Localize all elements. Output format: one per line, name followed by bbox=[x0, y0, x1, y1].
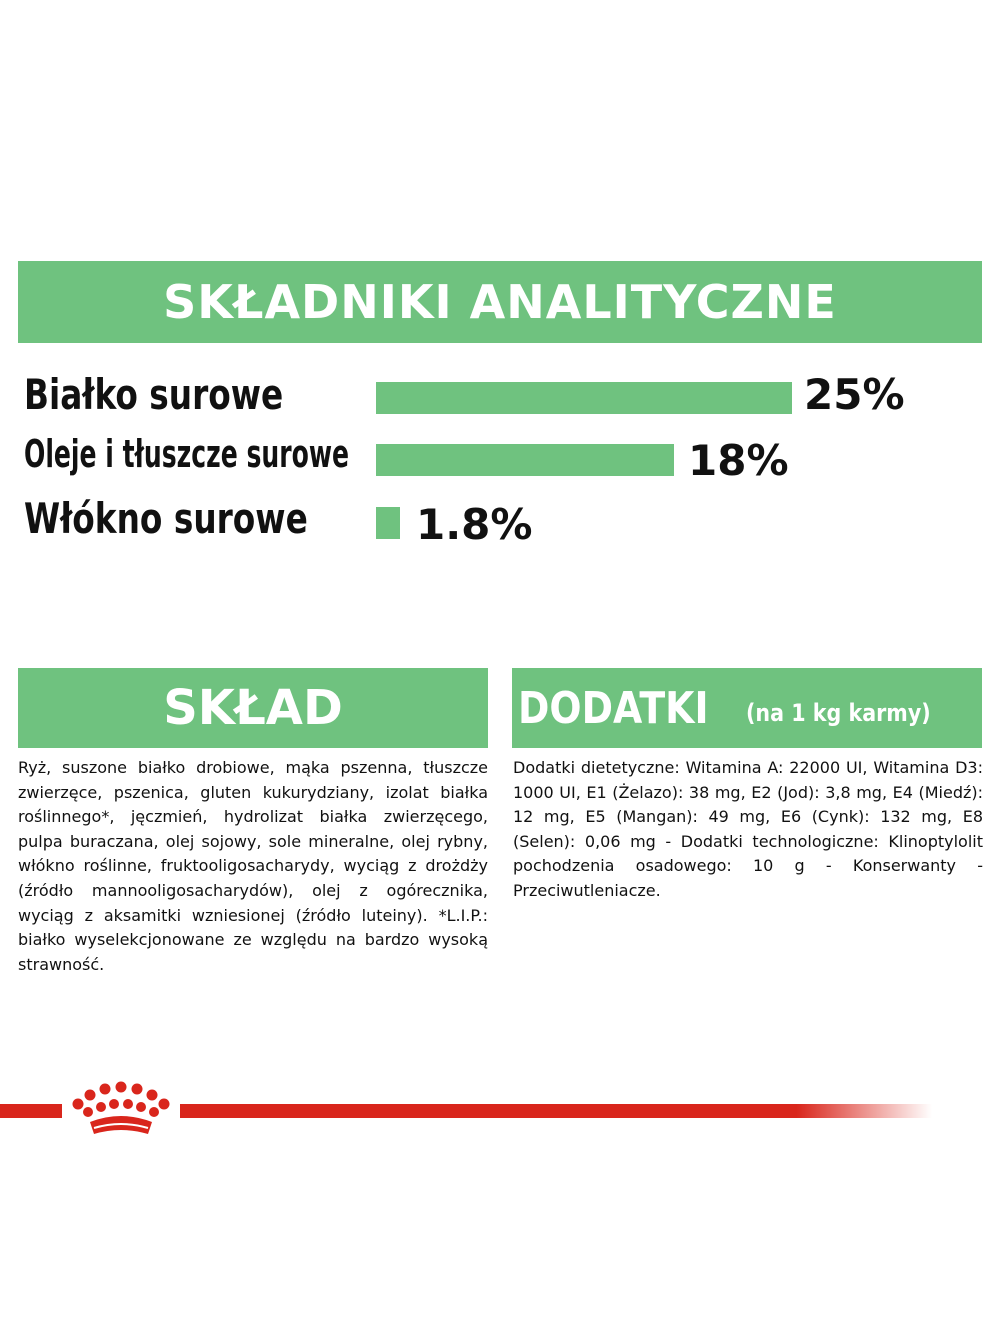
analytic-section-title: SKŁADNIKI ANALITYCZNE bbox=[18, 261, 982, 343]
analytic-row-label: Włókno surowe bbox=[24, 494, 308, 543]
analytic-bar bbox=[376, 382, 792, 414]
analytic-row-value: 25% bbox=[804, 370, 905, 419]
footer-red-line-fade bbox=[180, 1104, 932, 1118]
analytic-bar bbox=[376, 507, 400, 539]
footer-red-line bbox=[0, 1104, 62, 1118]
composition-text: Ryż, suszone białko drobiowe, mąka pszenna, tłuszcze zwierzęce, pszenica, gluten kukurydziany, izolat białka roślinnego*, jęczmień, hydrolizat białka zwierzęcego, pulpa buraczana, olej sojowy, sole mineralne, olej rybny, włókno roślinne, fruktooligosacharydy, wyciąg z drożdży (źródło mannooligosacharydów), olej z ogórecznika, wyciąg z aksamitki wzniesionej (źródło luteiny). *L.I.P.: białko wyselekcjonowane ze względu na bardzo wysoką strawność. bbox=[18, 758, 488, 974]
additives-title bbox=[512, 668, 982, 748]
analytic-row-label: Oleje i tłuszcze surowe bbox=[24, 432, 350, 476]
analytic-row-label: Białko surowe bbox=[24, 370, 284, 419]
royal-canin-crown-icon bbox=[68, 1080, 174, 1140]
additives-text: Dodatki dietetyczne: Witamina A: 22000 UI, Witamina D3: 1000 UI, E1 (Żelazo): 38 mg, E2 (Jod): 3,8 mg, E4 (Miedź): 12 mg, E5 (Mangan): 49 mg, E6 (Cynk): 132 mg, E8 (Selen): 0,06 mg - Dodatki technologiczne: Klinoptylolit pochodzenia osadowego: 10 g - Konserwanty - Przeciwutleniacze. bbox=[513, 758, 983, 900]
analytic-row-value: 18% bbox=[688, 436, 789, 485]
additives-title-main: DODATKI bbox=[518, 682, 709, 734]
composition-title: SKŁAD bbox=[18, 668, 488, 748]
additives-title-sub: (na 1 kg karmy) bbox=[746, 699, 931, 727]
analytic-bar bbox=[376, 444, 674, 476]
analytic-row-value: 1.8% bbox=[416, 500, 533, 549]
